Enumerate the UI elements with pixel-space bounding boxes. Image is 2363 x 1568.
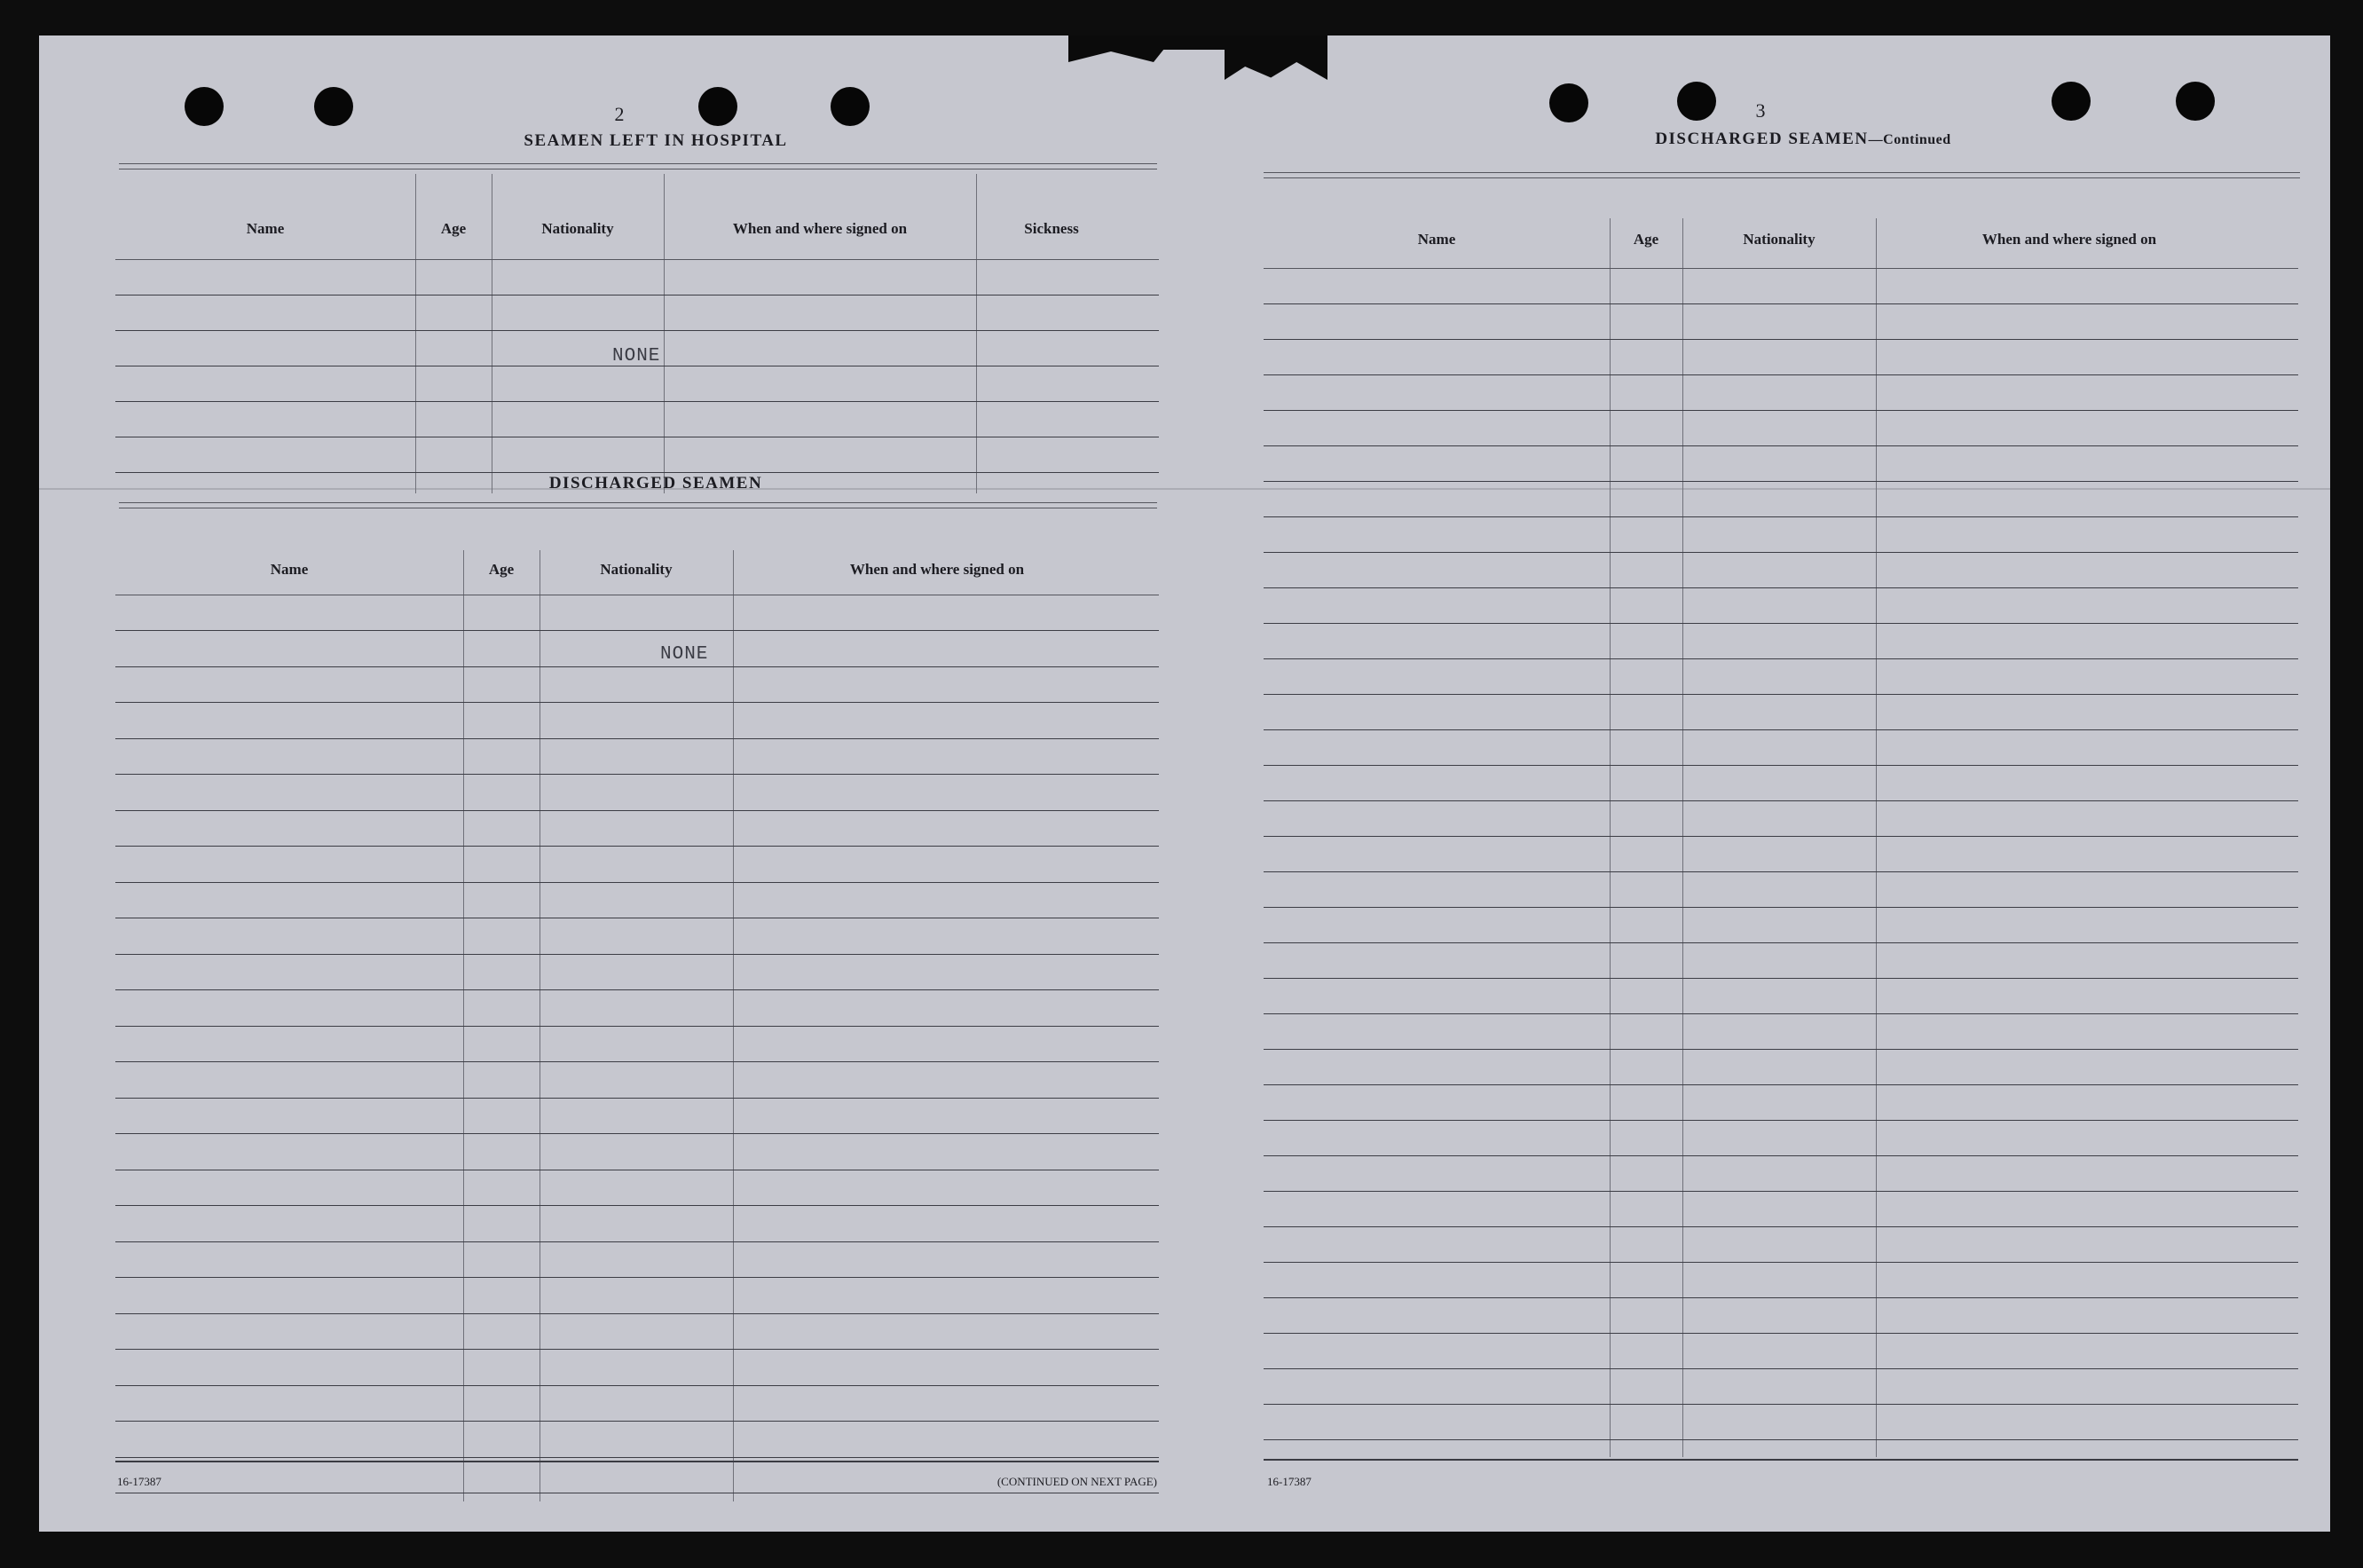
page-number: 2 [614,103,625,125]
column-header-age: Age [1633,231,1659,248]
table-row-line [1264,1155,2298,1156]
table-row-line [115,1349,1159,1350]
column-header-signed-on: When and where signed on [732,220,908,237]
column-divider [664,174,665,493]
torn-edge [1161,35,1232,50]
table-row-line [1264,1084,2298,1085]
table-row-line [1264,623,2298,624]
title-rule [119,163,1157,164]
table-row-line [115,702,1159,703]
table-row-line [115,1277,1159,1278]
table-row-line [1264,729,2298,730]
table-row-line [115,1205,1159,1206]
column-header-sickness: Sickness [1024,220,1079,237]
section-title-suffix: —Continued [1868,132,1951,147]
table-row-line [1264,339,2298,340]
torn-edge [1068,35,1175,62]
punch-hole [314,87,353,126]
table-row-line [1264,1297,2298,1298]
table-row-line [115,810,1159,811]
typed-entry-none: NONE [612,346,661,366]
table-row-line [1264,658,2298,659]
bottom-rule [115,1461,1159,1462]
column-divider [1876,218,1877,1457]
table-row-line [115,1061,1159,1062]
discharged-table-right [1264,179,2298,1457]
torn-edge [1225,35,1327,80]
table-row-line [1264,836,2298,837]
table-row-line [1264,552,2298,553]
table-row-line [1264,907,2298,908]
table-row-line [115,1313,1159,1314]
table-row-line [1264,410,2298,411]
table-row-line [1264,1120,2298,1121]
section-title-text: DISCHARGED SEAMEN [1655,130,1869,148]
table-row-line [1264,303,2298,304]
table-row-line [1264,1191,2298,1192]
table-row-line [115,1385,1159,1386]
table-row-line [115,330,1159,331]
section-title-discharged: DISCHARGED SEAMEN [548,474,763,492]
punch-hole [185,87,224,126]
page-number: 3 [1755,99,1766,122]
table-row-line [1264,587,2298,588]
table-row-line [1264,374,2298,375]
form-sheet [39,35,2330,1532]
table-row-line [1264,1439,2298,1440]
column-header-nationality: Nationality [600,561,673,578]
table-row-line [115,1026,1159,1027]
column-header-nationality: Nationality [1743,231,1816,248]
table-row-line [115,954,1159,955]
punch-hole [2176,82,2215,121]
bottom-rule [1264,1459,2298,1461]
table-row-line [115,774,1159,775]
discharged-table-left [115,515,1159,1501]
punch-hole [831,87,870,126]
form-number: 16-17387 [1267,1475,1311,1488]
header-underline [115,259,1159,260]
section-title-hospital: SEAMEN LEFT IN HOSPITAL [524,131,788,150]
table-row-line [115,1241,1159,1242]
table-row-line [115,666,1159,667]
table-row-line [115,882,1159,883]
table-row-line [115,989,1159,990]
column-divider [976,174,977,493]
column-header-nationality: Nationality [541,220,614,237]
table-row-line [115,846,1159,847]
column-header-age: Age [440,220,467,237]
table-row-line [1264,1049,2298,1050]
column-header-signed-on: When and where signed on [1981,231,2157,248]
table-row-line [1264,1333,2298,1334]
punch-hole [1549,83,1588,122]
table-row-line [1264,978,2298,979]
table-row-line [1264,1404,2298,1405]
table-row-line [1264,1368,2298,1369]
table-row-line [1264,481,2298,482]
table-row-line [115,1421,1159,1422]
hospital-table [115,174,1159,493]
column-header-name: Name [1417,231,1456,248]
punch-hole [2052,82,2091,121]
table-row-line [1264,942,2298,943]
title-rule [1264,172,2300,173]
column-divider [1610,218,1611,1457]
table-row-line [115,630,1159,631]
column-header-name: Name [270,561,309,578]
table-row-line [1264,516,2298,517]
table-row-line [115,1098,1159,1099]
punch-hole [698,87,737,126]
title-rule [119,502,1157,503]
table-row-line [115,738,1159,739]
header-underline [1264,268,2298,269]
punch-hole [1677,82,1716,121]
table-row-line [1264,1262,2298,1263]
column-divider [1682,218,1683,1457]
continued-note: (CONTINUED ON NEXT PAGE) [996,1475,1157,1488]
form-number: 16-17387 [117,1475,161,1488]
typed-entry-none: NONE [660,644,709,665]
title-rule [1264,177,2300,178]
table-row-line [1264,800,2298,801]
column-divider [415,174,416,493]
table-row-line [1264,1013,2298,1014]
table-row-line [1264,445,2298,446]
table-row-line [115,401,1159,402]
column-header-signed-on: When and where signed on [849,561,1025,578]
table-row-line [1264,765,2298,766]
table-row-line [1264,871,2298,872]
table-row-line [115,472,1159,473]
table-row-line [115,1457,1159,1458]
section-title-discharged-continued [1537,130,2069,149]
table-row-line [1264,694,2298,695]
table-row-line [1264,1226,2298,1227]
column-header-age: Age [488,561,515,578]
table-row-line [115,1133,1159,1134]
column-header-name: Name [246,220,285,237]
